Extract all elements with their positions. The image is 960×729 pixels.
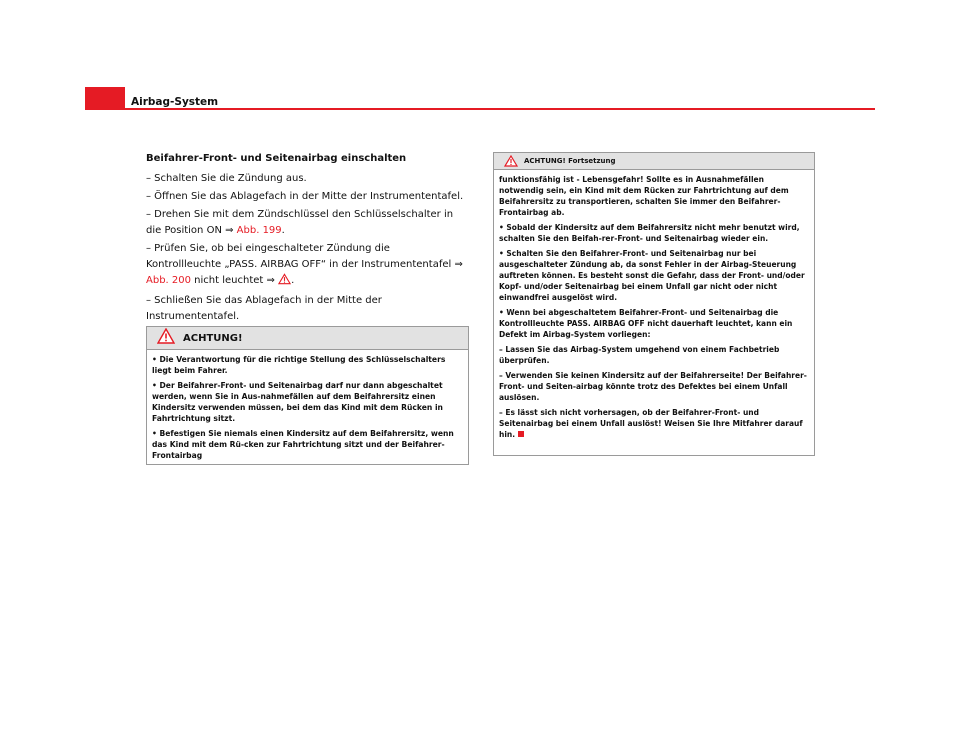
step-3-text: – Drehen Sie mit dem Zündschlüssel den Schlüsselschalter in die Position ON ⇒ — [146, 209, 454, 236]
warning-paragraph: • Der Beifahrer-Front- und Seitenairbag darf nur dann abgeschaltet werden, wenn Sie in Aus-nahmefällen auf dem Beifahrersitz einen Kindersitz verwenden müssen, bei dem das Kind mit dem Rücken in Fahrtrichtung sitzt. — [152, 381, 443, 423]
step-4-end: . — [291, 275, 295, 286]
step-3 — [146, 207, 468, 239]
warning-continued-body — [494, 170, 814, 440]
header-divider — [85, 108, 875, 110]
step-4 — [146, 241, 468, 291]
figure-ref-200[interactable]: Abb. 200 — [146, 275, 191, 286]
step-5: – Schließen Sie das Ablagefach in der Mitte der Instrumententafel. — [146, 295, 382, 322]
step-4-text: – Prüfen Sie, ob bei eingeschalteter Zündung die Kontrollleuchte „PASS. AIRBAG OFF“ in der Instrumententafel ⇒ — [146, 243, 463, 270]
warning-triangle-icon[interactable] — [278, 273, 291, 291]
step-4-text-2: nicht leuchtet ⇒ — [190, 275, 279, 286]
warning-triangle-icon — [157, 328, 175, 348]
warning-paragraph: funktionsfähig ist - Lebensgefahr! Sollte es in Ausnahmefällen notwendig sein, ein Kind mit dem Rücken zur Fahrtrichtung auf dem Beifahrersitz zu transportieren, schalten Sie immer den Beifahrer-Frontairbag ab. — [499, 175, 789, 217]
instructions-column — [146, 152, 468, 327]
warning-paragraph: • Die Verantwortung für die richtige Stellung des Schlüsselschalters liegt beim Fahrer. — [152, 355, 446, 375]
step-2: – Öffnen Sie das Ablagefach in der Mitte der Instrumententafel. — [146, 191, 464, 202]
warning-continued-header — [494, 153, 814, 170]
step-1: – Schalten Sie die Zündung aus. — [146, 173, 307, 184]
warning-paragraph: • Schalten Sie den Beifahrer-Front- und Seitenairbag nur bei ausgeschalteter Zündung ab, da sonst Fehler in der Airbag-Steuerung auftreten können. Es besteht sonst die Gefahr, dass der Front- und/oder Kopf- und/oder Seitenairbag bei einem Unfall gar nicht oder nicht einwandfrei ausgelöst wird. — [499, 249, 805, 302]
warning-paragraph: – Verwenden Sie keinen Kindersitz auf der Beifahrerseite! Der Beifahrer-Front- und Seiten-airbag könnte trotz des Defektes bei einem Unfall auslösen. — [499, 371, 807, 402]
warning-continued-box — [493, 152, 815, 456]
step-3-end: . — [281, 225, 285, 236]
end-square-icon — [518, 431, 524, 437]
warning-paragraph-text: – Es lässt sich nicht vorhersagen, ob der Beifahrer-Front- und Seitenairbag bei einem Unfall auslöst! Weisen Sie Ihre Mitfahrer darauf hin. — [499, 408, 803, 439]
warning-paragraph: • Befestigen Sie niemals einen Kindersitz auf dem Beifahrersitz, wenn das Kind mit dem Rü-cken zur Fahrtrichtung sitzt und der Beifahrer-Frontairbag — [152, 429, 454, 460]
header-accent-block — [85, 87, 125, 109]
figure-ref-199[interactable]: Abb. 199 — [236, 225, 282, 236]
warning-triangle-icon — [504, 152, 518, 171]
page-section-title: Airbag-System — [131, 96, 219, 108]
warning-box-header — [147, 327, 468, 350]
warning-continued-title: ACHTUNG! Fortsetzung — [524, 157, 616, 165]
warning-box-body — [147, 350, 468, 461]
warning-paragraph: • Sobald der Kindersitz auf dem Beifahrersitz nicht mehr benutzt wird, schalten Sie den Beifah-rer-Front- und Seitenairbag wieder ein. — [499, 223, 800, 243]
warning-paragraph-last — [499, 407, 809, 440]
warning-paragraph: – Lassen Sie das Airbag-System umgehend von einem Fachbetrieb überprüfen. — [499, 345, 780, 365]
warning-box-title: ACHTUNG! — [183, 332, 243, 344]
warning-box — [146, 326, 469, 465]
instructions-heading: Beifahrer-Front- und Seitenairbag einschalten — [146, 153, 407, 164]
warning-paragraph: • Wenn bei abgeschaltetem Beifahrer-Front- und Seitenairbag die Kontrollleuchte PASS. AIRBAG OFF nicht dauerhaft leuchtet, kann ein Defekt im Airbag-System vorliegen: — [499, 308, 793, 339]
